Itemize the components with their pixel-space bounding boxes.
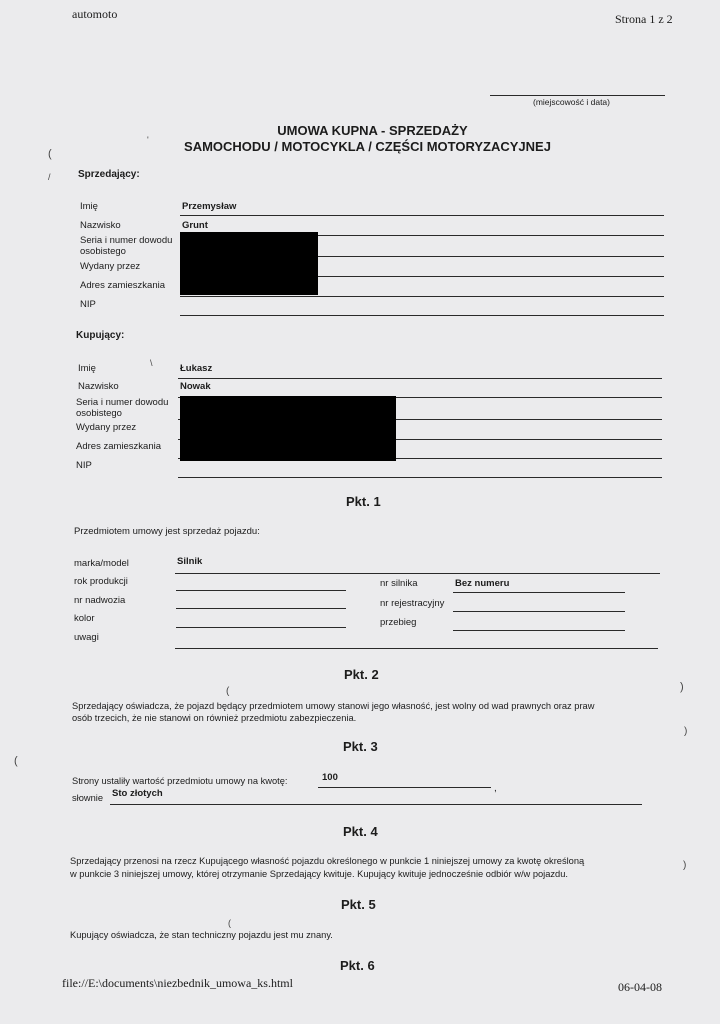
scan-mark: ( (14, 755, 18, 767)
seller-id-label-line1: Seria i numer dowodu (80, 235, 173, 246)
buyer-nip-label: NIP (76, 460, 92, 471)
reg-no-label: nr rejestracyjny (380, 598, 445, 609)
pkt5-heading: Pkt. 5 (341, 897, 376, 912)
make-model-label: marka/model (74, 558, 129, 569)
scan-mark: ( (48, 148, 52, 160)
header-page-number: Strona 1 z 2 (615, 12, 673, 26)
body-no-label: nr nadwozia (74, 595, 126, 606)
buyer-id-label-line2: osobistego (76, 408, 122, 419)
seller-heading: Sprzedający: (78, 169, 140, 180)
seller-address-label: Adres zamieszkania (80, 280, 166, 291)
make-model-value: Silnik (177, 556, 203, 567)
buyer-first-name-label: Imię (78, 363, 96, 374)
place-date-caption: (miejscowość i data) (533, 97, 610, 107)
year-line (176, 590, 346, 591)
body-no-line (176, 608, 346, 609)
document-title-line1: UMOWA KUPNA - SPRZEDAŻY (277, 123, 468, 138)
color-label: kolor (74, 613, 95, 624)
mileage-label: przebieg (380, 617, 417, 628)
notes-label: uwagi (74, 632, 99, 643)
make-model-line (175, 573, 660, 574)
notes-line (175, 648, 658, 649)
document-title-line2: SAMOCHODU / MOTOCYKLA / CZĘŚCI MOTORYZACYJNEJ (184, 139, 551, 154)
header-site-name: automoto (72, 7, 118, 21)
pkt2-text-line2: osób trzecich, że nie stanowi on również przedmiotu zabezpieczenia. (72, 713, 357, 723)
buyer-last-name-label: Nazwisko (78, 381, 119, 392)
buyer-address-label: Adres zamieszkania (76, 441, 162, 452)
pkt1-heading: Pkt. 1 (346, 494, 381, 509)
scan-mark: ' (147, 135, 149, 145)
price-words-line (110, 804, 642, 805)
buyer-last-name-value: Nowak (180, 381, 211, 392)
scan-mark: ( (228, 918, 231, 928)
engine-no-line (453, 592, 625, 593)
seller-redaction-box (180, 232, 318, 295)
pkt2-heading: Pkt. 2 (344, 667, 379, 682)
pkt1-intro: Przedmiotem umowy jest sprzedaż pojazdu: (74, 526, 260, 537)
seller-nip-label: NIP (80, 299, 96, 310)
place-date-line (490, 95, 665, 96)
buyer-first-name-line (178, 378, 662, 379)
pkt6-heading: Pkt. 6 (340, 958, 375, 973)
buyer-redaction-box (180, 396, 396, 461)
buyer-first-name-value: Łukasz (180, 363, 213, 374)
buyer-heading: Kupujący: (76, 330, 125, 341)
price-amount-line (318, 787, 491, 788)
price-words-value: Sto złotych (112, 788, 163, 799)
pkt3-heading: Pkt. 3 (343, 739, 378, 754)
scan-mark: ) (683, 860, 687, 871)
price-comma: , (494, 783, 497, 794)
pkt4-text-line1: Sprzedający przenosi na rzecz Kupującego własność pojazdu określonego w punkcie 1 niniejszej umowy za kwotę określoną (70, 856, 585, 866)
pkt2-text-line1: Sprzedający oświadcza, że pojazd będący przedmiotem umowy stanowi jego własność, jest wolny od wad prawnych oraz praw (72, 701, 595, 711)
seller-first-name-label: Imię (80, 201, 98, 212)
engine-no-value: Bez numeru (455, 578, 510, 589)
pkt3-text: Strony ustaliły wartość przedmiotu umowy na kwotę: (72, 776, 288, 786)
seller-nip-line (180, 315, 664, 316)
scan-mark: ) (684, 726, 688, 737)
seller-issued-by-label: Wydany przez (80, 261, 141, 272)
reg-no-line (453, 611, 625, 612)
seller-first-name-value: Przemysław (182, 201, 237, 212)
color-line (176, 627, 346, 628)
year-label: rok produkcji (74, 576, 128, 587)
pkt4-heading: Pkt. 4 (343, 824, 378, 839)
scan-mark: \ (150, 358, 153, 368)
pkt5-text: Kupujący oświadcza, że stan techniczny pojazdu jest mu znany. (70, 930, 333, 940)
mileage-line (453, 630, 625, 631)
pkt4-text-line2: w punkcie 3 niniejszej umowy, której otrzymanie Sprzedający kwituje. Kupujący kwituje jednocześnie odbiór w/w pojazdu. (70, 869, 568, 879)
seller-address-line (180, 296, 664, 297)
seller-last-name-label: Nazwisko (80, 220, 121, 231)
scan-mark: ( (226, 686, 230, 697)
seller-last-name-value: Grunt (182, 220, 208, 231)
seller-first-name-line (180, 215, 664, 216)
buyer-id-label-line1: Seria i numer dowodu (76, 397, 169, 408)
footer-file-path: file://E:\documents\niezbednik_umowa_ks.html (62, 976, 293, 990)
scan-mark: ) (680, 681, 684, 693)
seller-id-label-line2: osobistego (80, 246, 126, 257)
buyer-issued-by-label: Wydany przez (76, 422, 137, 433)
engine-no-label: nr silnika (380, 578, 418, 589)
scan-mark: / (48, 172, 51, 182)
price-amount-value: 100 (322, 772, 338, 783)
price-words-label: słownie (72, 793, 104, 803)
footer-date: 06-04-08 (618, 980, 662, 994)
buyer-nip-line (178, 477, 662, 478)
